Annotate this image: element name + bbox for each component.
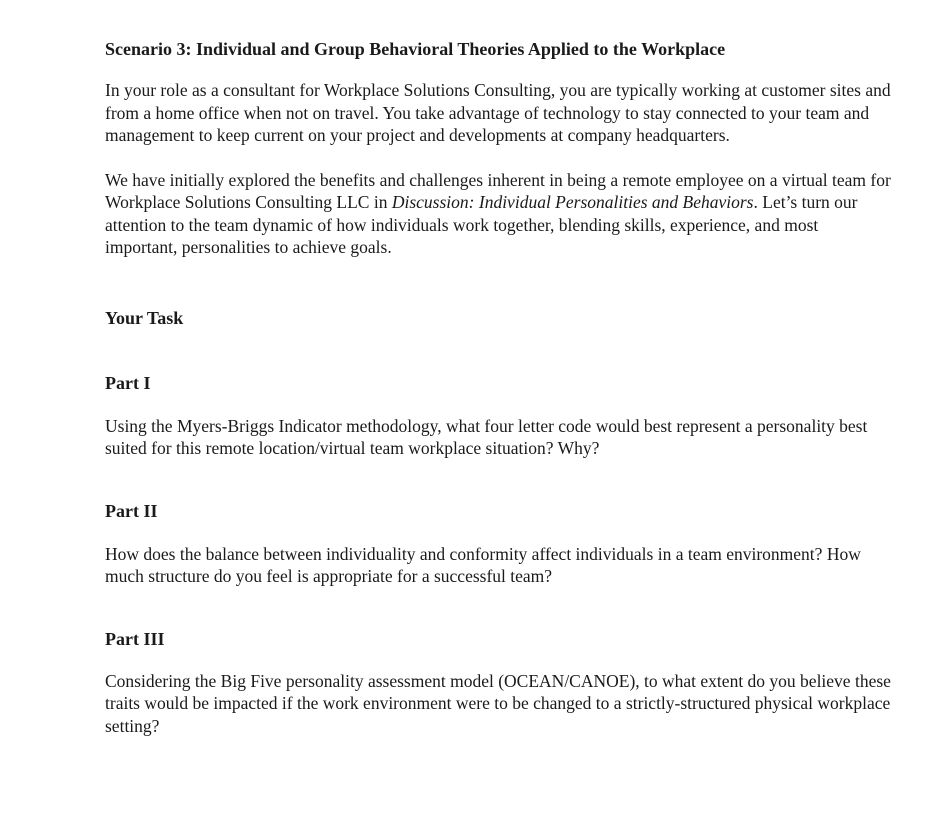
task-heading: Your Task — [105, 307, 184, 328]
context-paragraph — [105, 169, 895, 259]
context-text-end: . Let’s turn our attention to the team dynamic of how individuals work together, blending skills, experience, and most important, personalities to achieve goals. — [105, 192, 858, 257]
part-2-question: How does the balance between individuality and conformity affect individuals in a team environment? How much structure do you feel is appropriate for a successful team? — [105, 543, 861, 586]
document-title: Scenario 3: Individual and Group Behavioral Theories Applied to the Workplace — [105, 39, 726, 59]
part-1-heading: Part I — [105, 372, 151, 393]
part-1-question: Using the Myers-Briggs Indicator methodology, what four letter code would best represent a personality best suited for this remote location/virtual team workplace situation? Why? — [105, 415, 868, 458]
context-text-start: We have initially explored the benefits and challenges inherent in being a remote employee on a virtual team for Workplace Solutions Consulting LLC in — [105, 169, 891, 212]
document-page — [105, 38, 895, 737]
part-3-heading: Part III — [105, 628, 165, 649]
part-3-question: Considering the Big Five personality assessment model (OCEAN/CANOE), to what extent do you believe these traits would be impacted if the work environment were to be changed to a strictly-structured physical workplace setting? — [105, 670, 891, 736]
discussion-reference: Discussion: Individual Personalities and Behaviors — [391, 192, 754, 212]
part-2-heading: Part II — [105, 500, 158, 521]
intro-paragraph: In your role as a consultant for Workplace Solutions Consulting, you are typically working at customer sites and from a home office when not on travel. You take advantage of technology to stay connected to your team and management to keep current on your project and developments at company headquarters. — [105, 80, 891, 145]
